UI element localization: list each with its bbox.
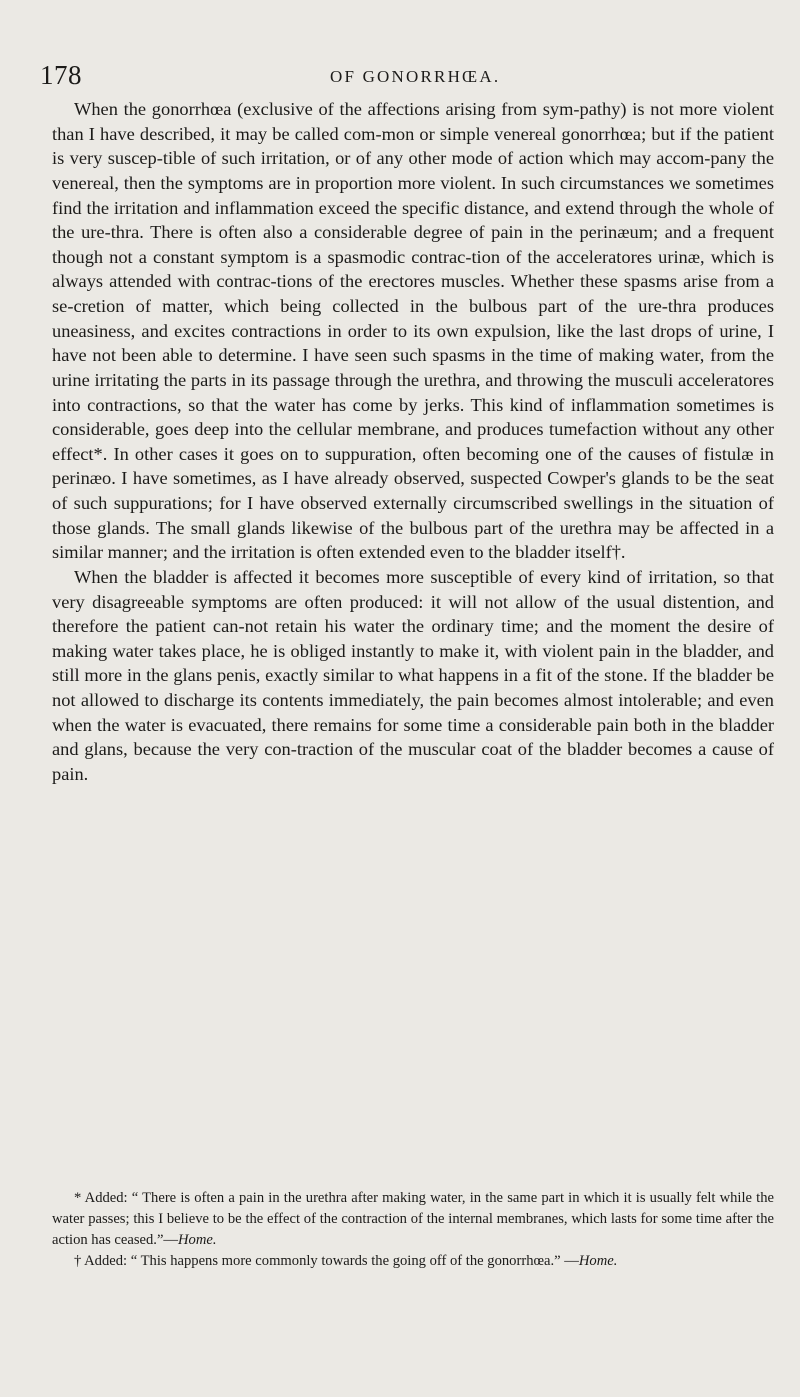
body-text: [52, 97, 774, 787]
page-number: 178: [40, 60, 82, 90]
footnote-2: [52, 1251, 774, 1272]
footnotes: [52, 1188, 774, 1272]
paragraph-1: When the gonorrhœa (exclusive of the affections arising from sym-pathy) is not more violent than I have described, it may be called com-mon or simple venereal gonorrhœa; but if the patient is very suscep-tible of such irritation, or of any other mode of action which may accom-pany the venereal, then the symptoms are in proportion more violent. In such circumstances we sometimes find the irritation and inflammation exceed the specific distance, and extend through the whole of the ure-thra. There is often also a considerable degree of pain in the perinæum; and a frequent though not a constant symptom is a spasmodic contrac-tion of the acceleratores urinæ, which is always attended with contrac-tions of the erectores muscles. Whether these spasms arise from a se-cretion of matter, which being collected in the bulbous part of the ure-thra produces uneasiness, and excites contractions in order to its own expulsion, like the last drops of urine, I have not been able to determine. I have seen such spasms in the time of making water, from the urine irritating the parts in its passage through the urethra, and throwing the musculi acceleratores into contractions, so that the water has come by jerks. This kind of inflammation sometimes is considerable, goes deep into the cellular membrane, and produces tumefaction without any other effect*. In other cases it goes on to suppuration, often becoming one of the causes of fistulæ in perinæo. I have sometimes, as I have already observed, suspected Cowper's glands to be the seat of such suppurations; for I have observed externally circumscribed swellings in the situation of those glands. The small glands likewise of the bulbous part of the urethra may be affected in a similar manner; and the irritation is often extended even to the bladder itself†.: [52, 99, 774, 563]
paragraph-2: When the bladder is affected it becomes more susceptible of every kind of irritation, so that very disagreeable symptoms are often produced: it will not allow of the usual distention, and therefore the patient can-not retain his water the ordinary time; and the moment the desire of making water takes place, he is obliged instantly to make it, with violent pain in the bladder, and still more in the glans penis, exactly similar to what happens in a fit of the stone. If the bladder be not allowed to discharge its contents immediately, the pain becomes almost intolerable; and even when the water is evacuated, there remains for some time a considerable pain both in the bladder and glans, because the very con-traction of the muscular coat of the bladder becomes a cause of pain.: [52, 566, 774, 784]
footnote-2-text: † Added: “ This happens more commonly towards the going off of the gonorrhœa.” —: [74, 1253, 579, 1269]
footnote-2-source: Home.: [578, 1253, 618, 1269]
footnote-1-text: * Added: “ There is often a pain in the urethra after making water, in the same part in which it is usually felt while the water passes; this I believe to be the effect of the contraction of the internal membranes, which lasts for some time after the action has ceased.”—: [52, 1190, 774, 1248]
footnote-1: [52, 1188, 774, 1251]
running-title: OF GONORRHŒA.: [330, 67, 501, 86]
page-header: [40, 60, 770, 100]
footnote-1-source: Home.: [178, 1232, 217, 1248]
